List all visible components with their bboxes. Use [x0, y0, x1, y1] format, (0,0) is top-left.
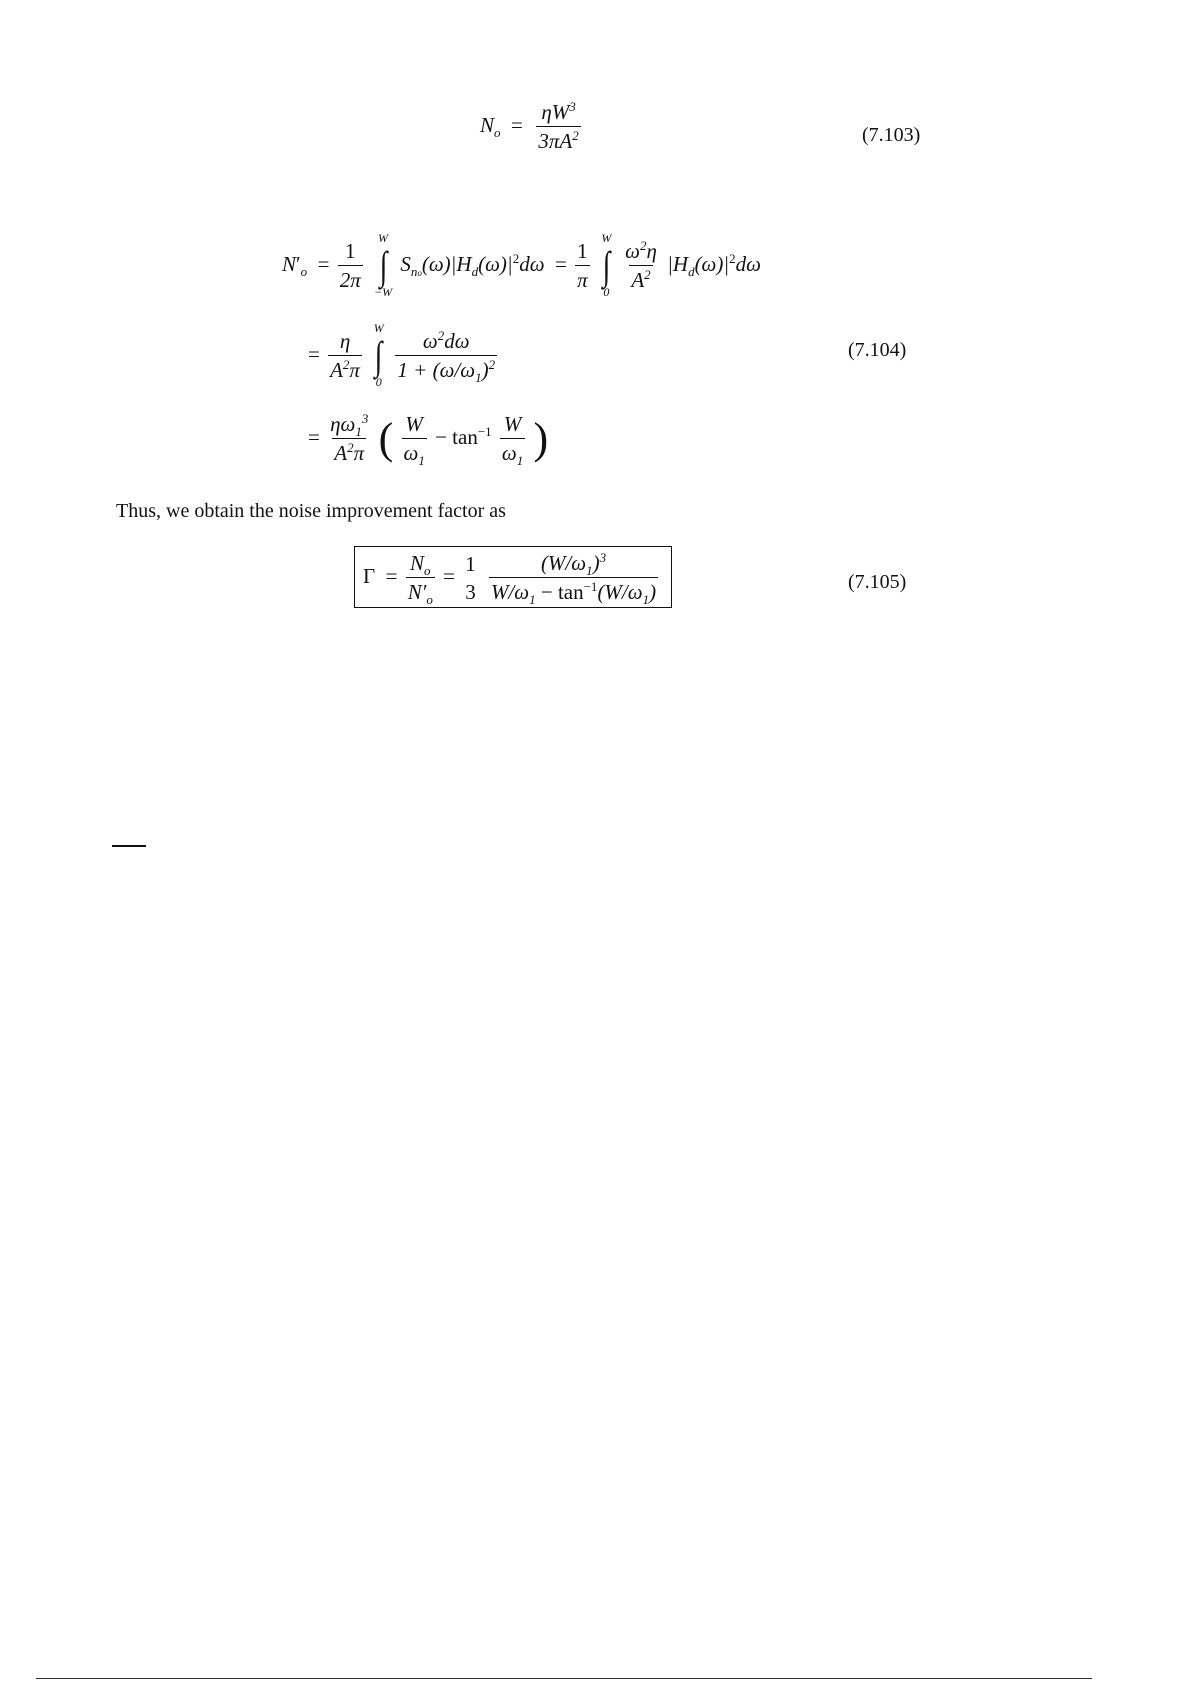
equation-7-104-line-2: = $\frac{\eta}{A^2\pi}$ W ∫ 0 $\frac{\omega^2d\omega}{1 + (\omega/\omega_1)^2}$	[308, 321, 496, 389]
footer-rule	[36, 1678, 1092, 1679]
equation-7-105-box: Γ = $\frac{N_o}{N'_o}$ = 1 3 $\frac{(W/\omega_1)^3}{W/\omega_1 - \tan^{-1}(W/\omega_1)}$	[354, 546, 672, 608]
integral-sign: W ∫ 0	[601, 231, 612, 299]
eq104-number: (7.104)	[848, 339, 907, 361]
eq105-number: (7.105)	[848, 571, 907, 593]
short-rule	[112, 845, 146, 847]
eq103-denominator: 3πA	[538, 129, 573, 153]
eq103-lhs: N	[480, 112, 495, 137]
integral-sign: W ∫ 0	[373, 321, 384, 389]
eq103-numerator: ηW	[541, 100, 570, 124]
body-paragraph: Thus, we obtain the noise improvement factor as	[116, 500, 506, 522]
equals-sign: =	[505, 112, 529, 137]
eq103-number: (7.103)	[862, 124, 921, 146]
eq103-lhs-sub: o	[494, 125, 501, 140]
eq103-fraction: $\frac{\eta W^3}{3\pi A^2}$	[538, 99, 579, 153]
integral-sign: W ∫ −W	[373, 231, 393, 299]
equation-7-103	[480, 99, 584, 153]
equation-7-104-line-1: $N'_o$ = $\frac{1}{2\pi}$ W ∫ −W $S_{no}(\omega)|H_d(\omega)|^2d\omega$ = $\frac{1}{\pi}$ W ∫ 0 $\frac{\omega^2\eta}{A^2}$ $|H_d(\omega)|^2d\omega$	[282, 231, 761, 299]
equation-7-104-line-3: = $\frac{\eta\omega_1^3}{A^2\pi}$ ( $\frac{W}{\omega_1}$ − $\tan^{-1}$ $\frac{W}{\omega_1}$ )	[308, 411, 549, 469]
